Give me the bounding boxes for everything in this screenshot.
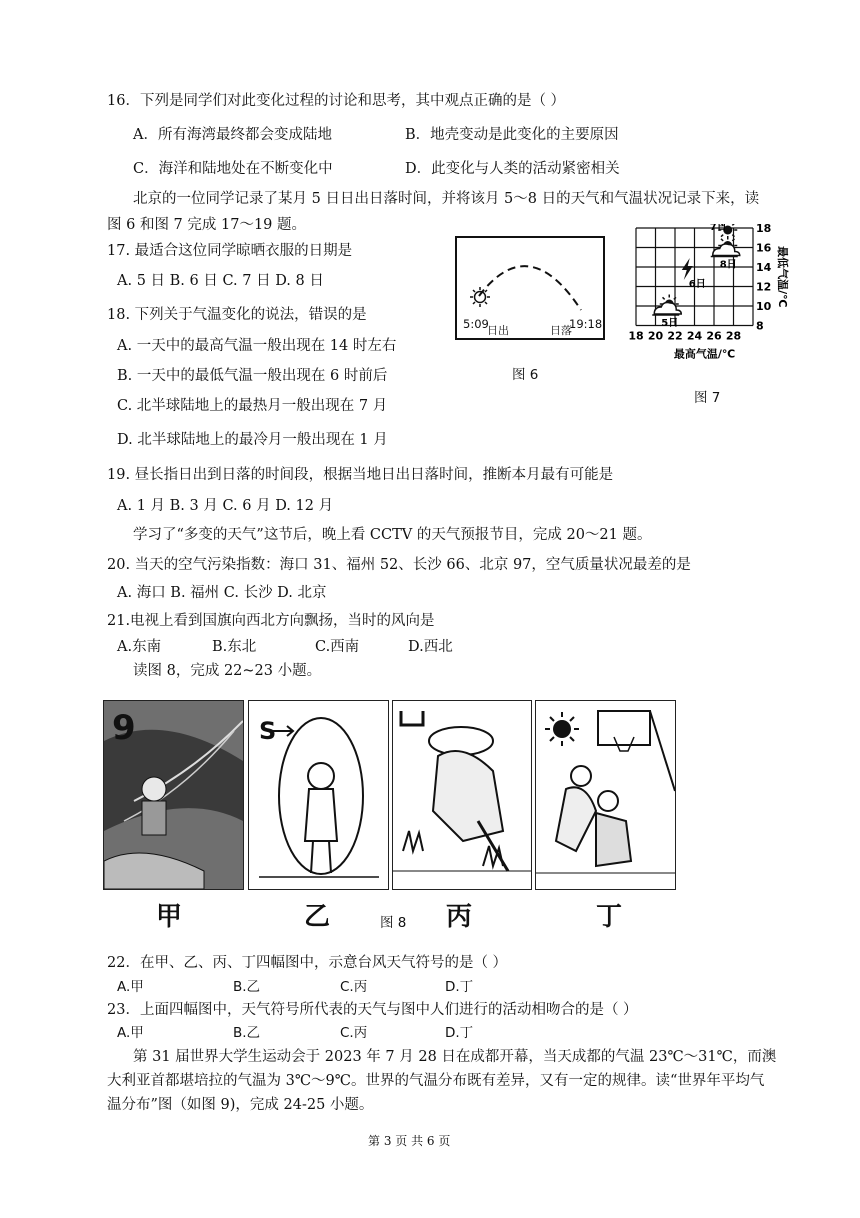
figure8-panel-yi [248, 700, 389, 890]
x-tick-label: 20 [647, 329, 664, 343]
q22-option-a: A.甲 [117, 979, 144, 995]
q18-option-d: D. 北半球陆地上的最冷月一般出现在 1 月 [117, 432, 388, 448]
sunrise-label: 日出 [487, 324, 509, 337]
y-tick-label: 8 [756, 319, 764, 333]
basketball-scene-illustration [536, 701, 675, 889]
y-tick-label: 14 [756, 261, 772, 274]
q21-option-d: D.西北 [408, 639, 453, 655]
point-label: 6日 [688, 279, 706, 290]
intro-24-25-line1: 第 31 届世界大学生运动会于 2023 年 7 月 28 日在成都开幕，当天成都的气温 23℃～31℃，而澳 [133, 1049, 777, 1065]
q22-option-b: B.乙 [233, 979, 261, 995]
figure7-caption: 图 7 [694, 390, 721, 406]
sun-icon [470, 287, 490, 307]
q16-option-b: B．地壳变动是此变化的主要原因 [405, 127, 619, 143]
field-work-scene-illustration [393, 701, 531, 889]
figure8-label-jia: 甲 [156, 902, 183, 932]
y-tick-label: 12 [756, 280, 772, 294]
y-tick-label: 16 [756, 241, 772, 255]
q16-option-a: A．所有海湾最终都会变成陆地 [133, 127, 332, 143]
x-axis-label: 最高气温/℃ [673, 347, 736, 361]
intro-20-21: 学习了“多变的天气”这节后，晚上看 CCTV 的天气预报节目，完成 20～21 题。 [133, 527, 652, 543]
q23-option-c: C.丙 [340, 1025, 368, 1041]
wind-symbol-icon [259, 717, 293, 745]
point-label: 8日 [719, 259, 737, 271]
q21-option-c: C.西南 [315, 639, 360, 655]
y-axis-label: 最低气温/℃ [776, 246, 789, 308]
figure7 [628, 224, 793, 400]
point-label: 5日 [661, 318, 679, 329]
q16-option-d: D．此变化与人类的活动紧密相关 [405, 161, 620, 177]
y-tick-label: 10 [756, 300, 772, 313]
figure6-frame [455, 236, 605, 340]
weather-symbol-icon [401, 711, 423, 725]
figure8-label-bing: 丙 [446, 902, 473, 932]
sunset-time: 19:18 [569, 317, 603, 331]
q21-option-a: A.东南 [117, 639, 162, 655]
typhoon-symbol-icon [112, 708, 136, 748]
q21-stem: 21.电视上看到国旗向西北方向飘扬，当时的风向是 [107, 613, 435, 629]
intro-22-23: 读图 8，完成 22~23 小题。 [133, 663, 322, 679]
x-tick-label: 22 [667, 329, 683, 343]
q22-option-c: C.丙 [340, 979, 368, 995]
q17-options: A. 5 日 B. 6 日 C. 7 日 D. 8 日 [117, 273, 324, 289]
q22-stem: 22．在甲、乙、丙、丁四幅图中，示意台风天气符号的是（ ） [107, 955, 508, 971]
q17-stem: 17. 最适合这位同学晾晒衣服的日期是 [107, 243, 353, 259]
page-footer: 第 3 页 共 6 页 [368, 1134, 451, 1148]
svg-text:9: 9 [112, 708, 136, 748]
figure8-label-ding: 丁 [596, 902, 623, 932]
intro-24-25-line2: 大利亚首都堪培拉的气温为 3℃～9℃。世界的气温分布既有差异，又有一定的规律。读“世界年平均气 [107, 1073, 765, 1089]
svg-text:S: S [259, 717, 277, 745]
figure8-panel-bing [392, 700, 532, 890]
point-label: 7日 [709, 224, 727, 233]
intro-17-19-line2: 图 6 和图 7 完成 17～19 题。 [107, 217, 307, 233]
q23-stem: 23．上面四幅图中，天气符号所代表的天气与图中人们进行的活动相吻合的是（ ） [107, 1002, 638, 1018]
q19-stem: 19. 昼长指日出到日落的时间段，根据当地日出日落时间，推断本月最有可能是 [107, 467, 614, 483]
q18-option-c: C. 北半球陆地上的最热月一般出现在 7 月 [117, 398, 388, 414]
sunny-icon-ray [732, 224, 734, 225]
q18-option-a: A. 一天中的最高气温一般出现在 14 时左右 [117, 338, 397, 354]
partly-cloudy-icon-sun-ray [674, 297, 676, 299]
sun-icon [545, 712, 579, 746]
q19-options: A. 1 月 B. 3 月 C. 6 月 D. 12 月 [117, 498, 334, 514]
x-tick-label: 28 [725, 329, 742, 343]
q23-option-d: D.丁 [445, 1025, 474, 1041]
q18-stem: 18. 下列关于气温变化的说法，错误的是 [107, 307, 367, 323]
x-tick-label: 18 [628, 329, 644, 343]
sunny-icon-ray [721, 235, 723, 237]
y-tick-label: 18 [756, 224, 772, 235]
x-tick-label: 26 [706, 329, 722, 343]
figure7-chart [628, 224, 793, 400]
q23-option-a: A.甲 [117, 1025, 144, 1041]
sunset-label: 日落 [550, 324, 572, 337]
partly-cloudy-icon-sun-ray [721, 239, 723, 241]
figure6-caption: 图 6 [512, 367, 539, 383]
partly-cloudy-icon-sun-ray [663, 297, 665, 299]
typhoon-scene-illustration [104, 701, 243, 889]
intro-17-19-line1: 北京的一位同学记录了某月 5 日日出日落时间，并将该月 5～8 日的天气和气温状况记录下来，读 [133, 191, 760, 207]
figure8-panel-jia [103, 700, 244, 890]
jump-rope-scene-illustration [249, 701, 388, 889]
q16-option-c: C．海洋和陆地处在不断变化中 [133, 161, 333, 177]
q16-stem: 16．下列是同学们对此变化过程的讨论和思考，其中观点正确的是（ ） [107, 93, 566, 109]
q21-option-b: B.东北 [212, 639, 257, 655]
q20-options: A. 海口 B. 福州 C. 长沙 D. 北京 [117, 585, 327, 601]
intro-24-25-line3: 温分布”图（如图 9)，完成 24-25 小题。 [107, 1097, 374, 1113]
q23-option-b: B.乙 [233, 1025, 261, 1041]
q20-stem: 20. 当天的空气污染指数：海口 31、福州 52、长沙 66、北京 97，空气质量状况最差的是 [107, 557, 691, 573]
x-tick-label: 24 [686, 329, 703, 343]
figure8-panel-ding [535, 700, 676, 890]
sunny-icon-ray [732, 235, 734, 237]
q22-option-d: D.丁 [445, 979, 474, 995]
figure8-caption: 图 8 [380, 915, 407, 931]
q18-option-b: B. 一天中的最低气温一般出现在 6 时前后 [117, 368, 388, 384]
thunderstorm-icon [682, 258, 693, 280]
figure8-label-yi: 乙 [304, 902, 331, 932]
sunrise-time: 5:09 [463, 317, 489, 331]
partly-cloudy-icon-sun-ray [732, 239, 734, 241]
